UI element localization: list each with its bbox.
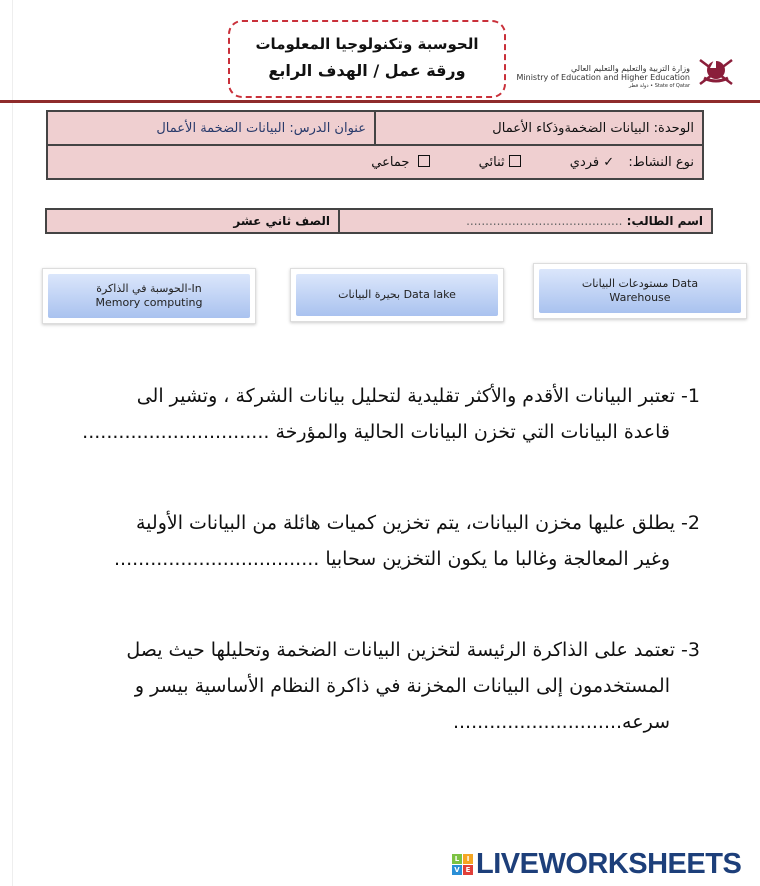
option-label: فردي (569, 154, 600, 170)
card-text: الحوسبة في الذاكرة-In (96, 282, 202, 295)
student-info-table (45, 208, 713, 234)
student-name-cell[interactable] (339, 209, 712, 233)
question-text[interactable]: سرعه............................ (452, 711, 670, 733)
question-text: المستخدمون إلى البيانات المخزنة في ذاكرة النظام الأساسية بيسر و (134, 675, 670, 697)
lesson-info-table (46, 110, 704, 180)
brand-wordmark: LIVEWORKSHEETS (476, 848, 742, 880)
option-individual[interactable] (570, 155, 614, 170)
question-1 (60, 378, 700, 450)
state-name: State of Qatar • دولة قطر (628, 83, 690, 89)
card-text: Warehouse (609, 291, 671, 304)
checkbox-icon (418, 155, 430, 167)
lesson-cell: عنوان الدرس: البيانات الضخمة الأعمال (47, 111, 375, 145)
question-2 (60, 505, 700, 577)
card-text: بحيرة البيانات Data lake (338, 288, 456, 301)
unit-cell: الوحدة: البيانات الضخمةوذكاء الأعمال (375, 111, 703, 145)
option-label: ثنائي (478, 154, 505, 170)
question-text: 1- تعتبر البيانات الأقدم والأكثر تقليدية لتحليل بيانات الشركة ، وتشير الى (136, 385, 700, 407)
card-text: Memory computing (95, 296, 203, 309)
option-group[interactable] (371, 155, 429, 170)
question-text: 3- تعتمد على الذاكرة الرئيسة لتخزين البيانات الضخمة وتحليلها حيث يصل (126, 639, 700, 661)
option-pair[interactable] (479, 155, 521, 170)
answer-card-data-lake[interactable] (290, 268, 504, 322)
worksheet-title: ورقة عمل / الهدف الرابع (268, 61, 466, 80)
question-text[interactable]: قاعدة البيانات التي تخزن البيانات الحالية والمؤرخة ............................... (82, 421, 670, 443)
subject-title: الحوسبة وتكنولوجيا المعلومات (255, 35, 479, 53)
liveworksheets-logo (452, 848, 741, 881)
live-blocks-icon: L I V E (452, 854, 473, 875)
activity-type-cell (47, 145, 703, 179)
answer-card-data-warehouse[interactable] (533, 263, 747, 319)
activity-label: نوع النشاط: (628, 154, 694, 170)
student-name-blank[interactable]: ......................................... (466, 214, 623, 228)
student-label: اسم الطالب: (626, 214, 703, 228)
question-text[interactable]: وغير المعالجة وغالبا ما يكون التخزين سحابيا .................................. (113, 548, 670, 570)
qatar-emblem-icon (696, 50, 736, 92)
checkmark-icon: ✓ (599, 154, 615, 170)
ministry-logo (516, 50, 736, 96)
ministry-name-ar: وزارة التربية والتعليم والتعليم العالي (570, 64, 690, 73)
header-rule (0, 100, 760, 103)
checkbox-icon (509, 155, 521, 167)
grade-cell: الصف ثاني عشر (46, 209, 339, 233)
ministry-name-en: Ministry of Education and Higher Education (516, 73, 690, 82)
question-3 (40, 632, 700, 740)
title-box (228, 20, 506, 98)
card-text: مستودعات البيانات Data (581, 277, 699, 290)
question-text: 2- يطلق عليها مخزن البيانات، يتم تخزين كميات هائلة من البيانات الأولية (136, 512, 700, 534)
option-label: جماعي (371, 154, 410, 170)
page-edge (12, 0, 13, 886)
answer-card-in-memory[interactable] (42, 268, 256, 324)
